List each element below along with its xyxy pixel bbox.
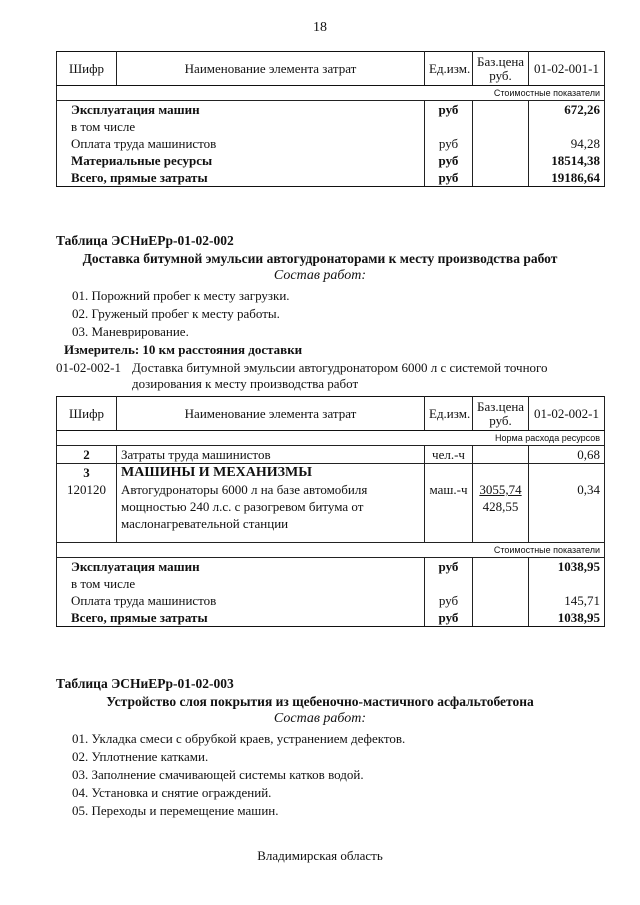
table-header-row	[57, 52, 605, 86]
page-number: 18	[313, 20, 327, 35]
row-name-line: мощностью 240 л.с. с разогревом битума от	[121, 499, 364, 514]
header-unit: Ед.изм.	[425, 397, 473, 431]
row-name: Эксплуатация машин	[57, 557, 425, 575]
row-name-line: Автогудронаторы 6000 л на базе автомобиля	[121, 482, 368, 497]
row-unit: маш.-ч	[425, 481, 473, 532]
row-code: 2	[57, 446, 117, 464]
row-name	[117, 481, 425, 532]
row-value: 94,28	[529, 135, 605, 152]
subheader-row	[57, 86, 605, 101]
work-item: 02. Груженый пробег к месту работы.	[72, 306, 280, 321]
row-name: Всего, прямые затраты	[57, 609, 425, 627]
row-unit: руб	[425, 152, 473, 169]
subheader-cost: Стоимостные показатели	[57, 86, 605, 101]
table-row	[57, 557, 605, 575]
table-label: Таблица ЭСНиЕРр-01-02-003	[56, 676, 234, 691]
work-item: 03. Маневрирование.	[72, 324, 189, 339]
header-unit: Ед.изм.	[425, 52, 473, 86]
row-name: в том числе	[57, 118, 425, 135]
header-rate-code: 01-02-001-1	[529, 52, 605, 86]
row-value: 1038,95	[529, 609, 605, 627]
table-row	[57, 481, 605, 532]
work-item: 04. Установка и снятие ограждений.	[72, 785, 272, 800]
work-item: 05. Переходы и перемещение машин.	[72, 803, 279, 818]
page-footer: Владимирская область	[257, 848, 383, 863]
table-row	[57, 152, 605, 169]
row-value: 18514,38	[529, 152, 605, 169]
row-code: 120120	[57, 481, 117, 532]
row-value: 0,34	[529, 481, 605, 532]
rate-code: 01-02-002-1	[56, 360, 121, 375]
row-code: 3	[57, 464, 117, 482]
section-title: Доставка битумной эмульсии автогудронаторами к месту производства работ	[82, 251, 558, 266]
header-name: Наименование элемента затрат	[117, 52, 425, 86]
row-name: Затраты труда машинистов	[117, 446, 425, 464]
table-row	[57, 169, 605, 187]
table-row	[57, 101, 605, 119]
table-row	[57, 464, 605, 482]
row-unit: руб	[425, 592, 473, 609]
work-item: 01. Порожний пробег к месту загрузки.	[72, 288, 290, 303]
table-row-spacer	[57, 532, 605, 542]
measure-unit: Измеритель: 10 км расстояния доставки	[64, 342, 303, 357]
table-label: Таблица ЭСНиЕРр-01-02-002	[56, 233, 234, 248]
row-value: 0,68	[529, 446, 605, 464]
row-name: Оплата труда машинистов	[57, 135, 425, 152]
cost-table-01-02-002-1	[56, 396, 605, 627]
row-unit: руб	[425, 609, 473, 627]
cost-table-01-02-001-1	[56, 51, 605, 187]
table-row	[57, 446, 605, 464]
works-heading: Состав работ:	[273, 711, 367, 726]
section-title: Устройство слоя покрытия из щебеночно-мастичного асфальтобетона	[106, 694, 534, 709]
row-unit: руб	[425, 135, 473, 152]
table-header-row	[57, 397, 605, 431]
table-row	[57, 118, 605, 135]
price-line: 3055,74	[479, 482, 522, 497]
table-row	[57, 135, 605, 152]
table-row	[57, 609, 605, 627]
rate-description-cont: дозирования к месту производства работ	[132, 376, 359, 391]
row-price	[473, 481, 529, 532]
row-name: МАШИНЫ И МЕХАНИЗМЫ	[117, 464, 425, 482]
works-heading: Состав работ:	[273, 268, 367, 283]
table-row	[57, 575, 605, 592]
rate-description: Доставка битумной эмульсии автогудронатором 6000 л с системой точного	[132, 360, 548, 375]
row-unit: руб	[425, 557, 473, 575]
table-row	[57, 592, 605, 609]
work-item: 01. Укладка смеси с обрубкой краев, устранением дефектов.	[72, 731, 406, 746]
row-unit: чел.-ч	[425, 446, 473, 464]
row-name: Эксплуатация машин	[57, 101, 425, 119]
row-name: в том числе	[57, 575, 425, 592]
row-value: 672,26	[529, 101, 605, 119]
row-value: 1038,95	[529, 557, 605, 575]
row-value: 145,71	[529, 592, 605, 609]
subheader-cost: Стоимостные показатели	[57, 542, 605, 557]
row-unit: руб	[425, 169, 473, 187]
subheader-row	[57, 431, 605, 446]
work-item: 03. Заполнение смачивающей системы катков водой.	[72, 767, 364, 782]
header-rate-code: 01-02-002-1	[529, 397, 605, 431]
header-base-price: Баз.цена руб.	[473, 397, 529, 431]
row-name: Оплата труда машинистов	[57, 592, 425, 609]
work-item: 02. Уплотнение катками.	[72, 749, 209, 764]
subheader-norm: Норма расхода ресурсов	[57, 431, 605, 446]
subheader-row	[57, 542, 605, 557]
header-name: Наименование элемента затрат	[117, 397, 425, 431]
price-line: 428,55	[482, 499, 519, 514]
row-value: 19186,64	[529, 169, 605, 187]
header-base-price: Баз.цена руб.	[473, 52, 529, 86]
header-code: Шифр	[57, 52, 117, 86]
row-name-line: маслонагревательной станции	[121, 516, 289, 531]
row-name: Всего, прямые затраты	[57, 169, 425, 187]
header-code: Шифр	[57, 397, 117, 431]
row-unit: руб	[425, 101, 473, 119]
row-name: Материальные ресурсы	[57, 152, 425, 169]
